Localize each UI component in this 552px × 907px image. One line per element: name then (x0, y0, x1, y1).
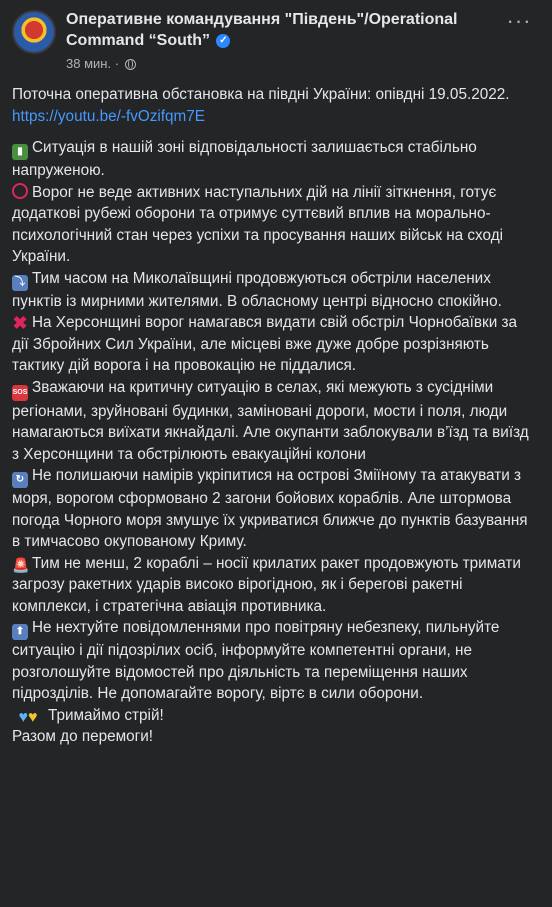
post-header (0, 0, 552, 80)
post-time[interactable]: 38 мин. (66, 56, 112, 71)
siren-icon: 🚨 (12, 556, 30, 573)
paragraph-text: Зважаючи на критичну ситуацію в селах, які межують з сусідніми регіонами, зруйновані будинки, заміновані дороги, мости і поля, люди намагаються виїхати якнайдалі. Але окупанти заблокували в’їзд та виїзд з Херсонщини та обстрілюють евакуаційні колони (12, 378, 529, 463)
paragraph-text: Тим не менш, 2 кораблі – носії крилатих ракет продовжують тримати загрозу ракетних ударів високо вірогідною, як і берегові ракетні комплекси, і стратегічна авіація противника. (12, 554, 521, 615)
closing-line-2: Разом до перемоги! (12, 728, 154, 745)
paragraph-6 (12, 465, 532, 553)
more-options-button[interactable]: ··· (506, 8, 532, 33)
yellow-heart-icon: ♥ (28, 708, 38, 726)
paragraph-7 (12, 553, 532, 618)
page-name-link[interactable] (66, 9, 486, 51)
no-entry-icon (12, 183, 28, 199)
chart-increasing-icon: ▮ (12, 144, 28, 160)
blue-heart-icon: ♥ (18, 708, 28, 726)
page-avatar[interactable] (12, 10, 56, 54)
cycle-arrows-icon: ↻ (12, 472, 28, 488)
post-meta (66, 56, 136, 71)
paragraph-text: Не нехтуйте повідомленнями про повітряну небезпеку, пильнуйте ситуацію і дії підозрілих осіб, інформуйте компетентні органи, не розголошуйте відомостей про діяльність та переміщення наших підрозділів. Не допомагайте ворогу, віртє в сили оборони. (12, 619, 500, 702)
paragraph-1 (12, 137, 532, 182)
closing-text-1: Тримаймо стрій! (48, 706, 164, 724)
paragraph-4 (12, 312, 532, 377)
paragraph-8 (12, 617, 532, 705)
page-name[interactable]: Оперативне командування "Південь"/Operational Command “South” (66, 11, 458, 49)
paragraph-text: На Херсонщині ворог намагався видати свій обстріл Чорнобаївки за дії Збройних Сил України, але місцеві вже дуже добре розрізняють тактику дій ворога і на провокацію не піддалися. (12, 314, 518, 374)
paragraph-text: Не полишаючи намірів укріпитися на острові Зміїному та атакувати з моря, ворогом сформовано 2 загони бойових кораблів. Але штормова погода Чорного моря змушує їх укриватися ближче до пунктів базування в тимчасово окупованому Криму. (12, 467, 528, 550)
youtube-link[interactable]: https://youtu.be/-fvOzifqm7E (12, 107, 205, 125)
up-arrow-icon: ⬆ (12, 624, 28, 640)
paragraph-3 (12, 268, 532, 313)
hearts-icon (12, 710, 44, 726)
cross-mark-icon: ✖ (12, 313, 28, 333)
paragraph-text: Ситуація в нашій зоні відповідальності залишається стабільно напруженою. (12, 139, 477, 179)
down-arrow-icon: ⤵ (12, 275, 28, 291)
paragraph-2 (12, 182, 532, 268)
meta-separator: · (114, 56, 120, 71)
verified-badge-icon: ✓ (216, 34, 230, 48)
sos-icon: SOS (12, 385, 28, 401)
paragraph-text: Тим часом на Миколаївщині продовжуються обстріли населених пунктів із мирними жителями. В обласному центрі відносно спокійно. (12, 269, 502, 310)
globe-icon (125, 59, 136, 70)
paragraph-text: Ворог не веде активних наступальних дій на лінії зіткнення, готує додаткові рубежі оборони та отримує суттєвий вплив на морально-психологічний стан через успіхи та просування наших військ на сході України. (12, 183, 504, 265)
post-body (12, 84, 532, 748)
paragraph-5 (12, 377, 532, 466)
closing-line-1 (12, 705, 532, 727)
intro-text: Поточна оперативна обстановка на півдні України: опівдні 19.05.2022. (12, 86, 510, 103)
